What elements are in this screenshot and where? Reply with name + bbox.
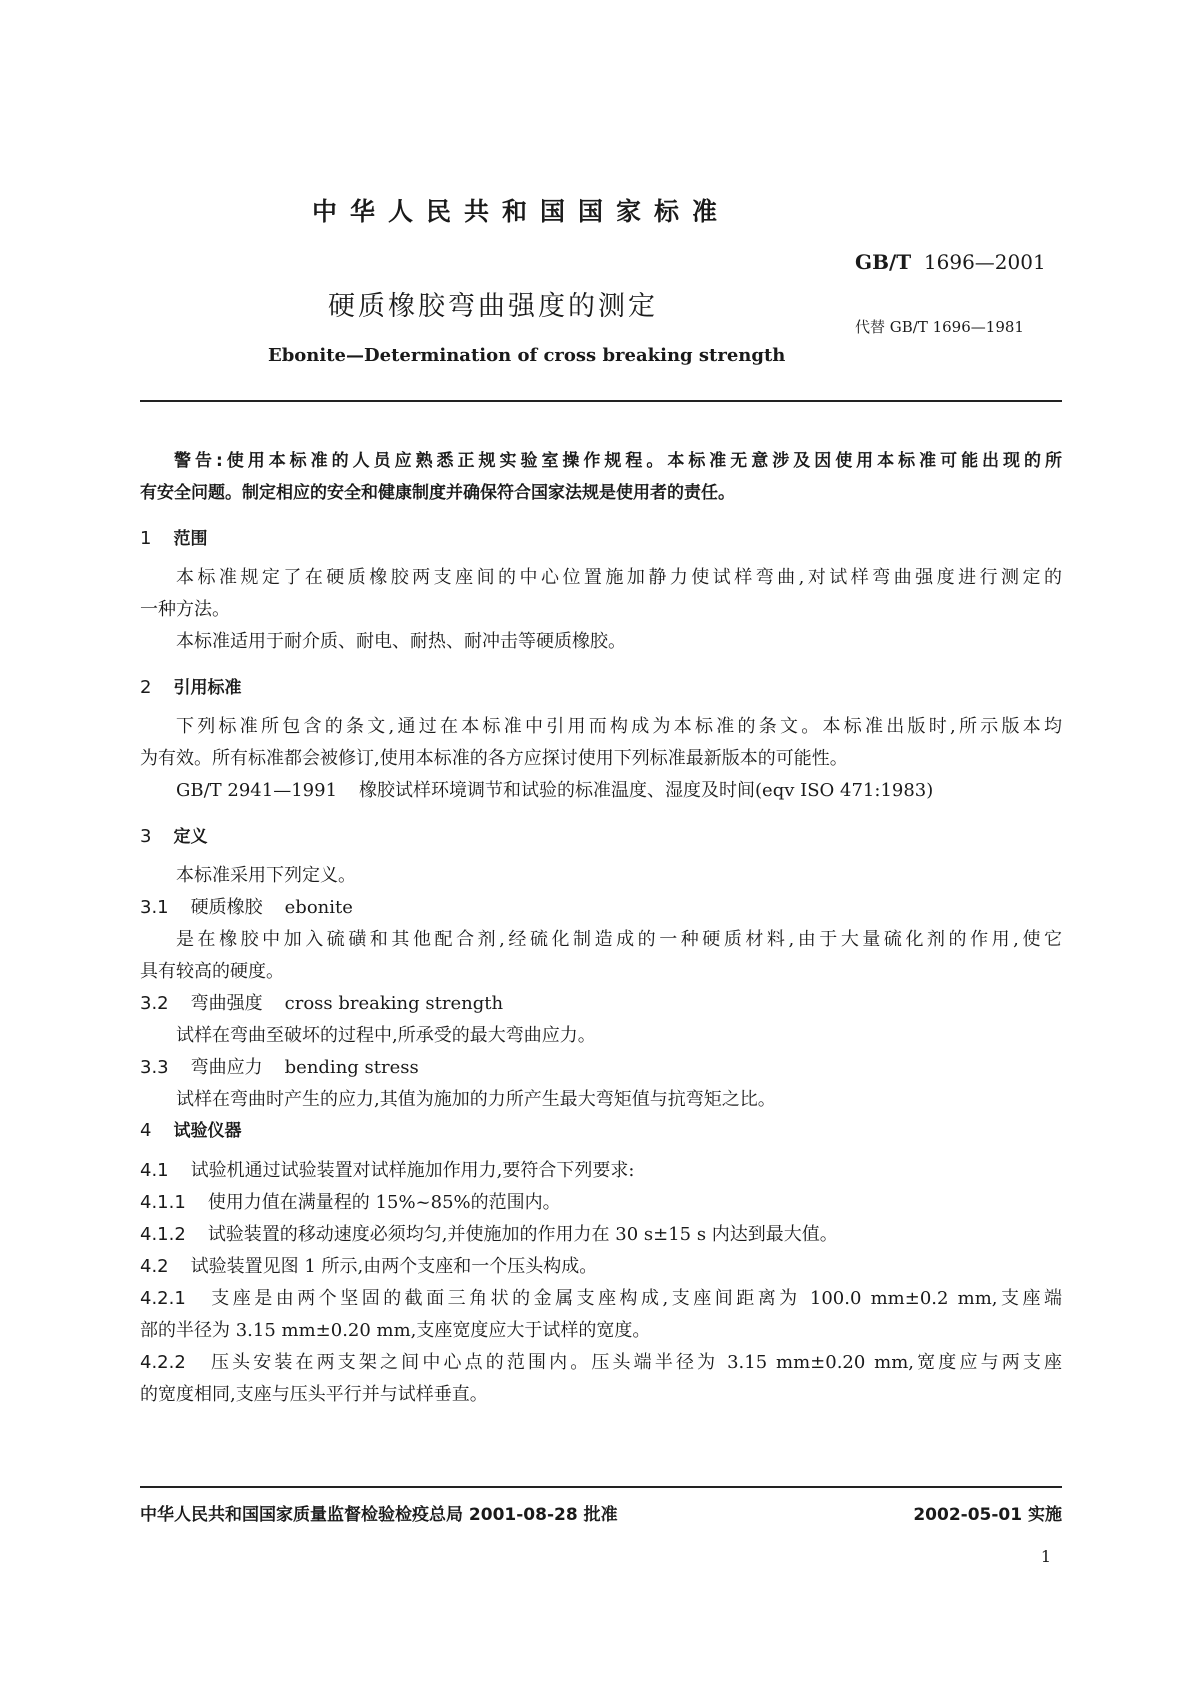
clause-text: 支座是由两个坚固的截面三角状的金属支座构成,支座间距离为 100.0 mm±0.2 mm,支座端 [207, 1288, 1062, 1309]
section-2-heading [140, 673, 241, 698]
clause-4-2-1 [140, 1283, 1062, 1315]
clause-4-1-1 [140, 1187, 1062, 1219]
term-en: ebonite [284, 897, 353, 918]
term-en: cross breaking strength [284, 993, 504, 1014]
definition-3-2 [140, 988, 1062, 1020]
header-divider [140, 400, 1062, 402]
paragraph: 试样在弯曲时产生的应力,其值为施加的力所产生最大弯矩值与抗弯矩之比。 [176, 1089, 776, 1110]
clause-4-2-2 [140, 1347, 1062, 1379]
clause-4-2 [140, 1251, 1062, 1283]
reference-title: 橡胶试样环境调节和试验的标准温度、湿度及时间(eqv ISO 471:1983) [359, 780, 934, 801]
footer-divider [140, 1486, 1062, 1488]
clause-number: 4.2.1 [140, 1288, 186, 1309]
paragraph-line: 下列标准所包含的条文,通过在本标准中引用而构成为本标准的条文。本标准出版时,所示版本均 [176, 716, 1062, 737]
clause-text: 使用力值在满量程的 15%~85%的范围内。 [207, 1192, 561, 1213]
page-title-en: Ebonite—Determination of cross breaking strength [268, 345, 786, 366]
clause-number: 4.1 [140, 1160, 169, 1181]
paragraph: 本标准适用于耐介质、耐电、耐热、耐冲击等硬质橡胶。 [176, 631, 626, 652]
replaces-note: 代替 GB/T 1696—1981 [855, 318, 1024, 336]
standard-prefix: GB/T [855, 250, 912, 274]
paragraph-line: 部的半径为 3.15 mm±0.20 mm,支座宽度应大于试样的宽度。 [140, 1320, 651, 1341]
clause-number: 3.1 [140, 897, 169, 918]
warning-block [140, 445, 1062, 509]
warning-line-2: 有安全问题。制定相应的安全和健康制度并确保符合国家法规是使用者的责任。 [140, 483, 735, 503]
paragraph-line: 为有效。所有标准都会被修订,使用本标准的各方应探讨使用下列标准最新版本的可能性。 [140, 748, 848, 769]
clause-4-1-2 [140, 1219, 1062, 1251]
standard-number [855, 250, 1046, 274]
page-title-zh: 硬质橡胶弯曲强度的测定 [328, 291, 658, 322]
definition-3-1 [140, 892, 1062, 924]
page-number: 1 [1040, 1547, 1051, 1566]
warning-line-1: 警告:使用本标准的人员应熟悉正规实验室操作规程。本标准无意涉及因使用本标准可能出现的所 [174, 451, 1062, 471]
standard-code: 1696—2001 [923, 250, 1046, 274]
term: 弯曲应力 [190, 1057, 263, 1078]
paragraph-line: 是在橡胶中加入硫磺和其他配合剂,经硫化制造成的一种硬质材料,由于大量硫化剂的作用,使它 [176, 929, 1062, 950]
section-title: 引用标准 [173, 678, 242, 698]
clause-number: 4.2 [140, 1256, 169, 1277]
section-3-body [140, 860, 1062, 1116]
national-standard-heading: 中华人民共和国国家标准 [312, 197, 731, 226]
clause-4-1 [140, 1155, 1062, 1187]
paragraph-line: 的宽度相同,支座与压头平行并与试样垂直。 [140, 1384, 488, 1405]
reference-code: GB/T 2941—1991 [176, 780, 338, 801]
effective-date: 2002-05-01 实施 [913, 1505, 1062, 1525]
term: 弯曲强度 [190, 993, 263, 1014]
paragraph-line: 具有较高的硬度。 [140, 961, 284, 982]
clause-number: 3.2 [140, 993, 169, 1014]
section-number: 1 [140, 528, 152, 549]
section-number: 2 [140, 677, 152, 698]
paragraph: 本标准采用下列定义。 [176, 865, 356, 886]
definition-3-3 [140, 1052, 1062, 1084]
clause-text: 压头安装在两支架之间中心点的范围内。压头端半径为 3.15 mm±0.20 mm,宽度应与两支座 [207, 1352, 1062, 1373]
section-title: 范围 [173, 529, 208, 549]
term: 硬质橡胶 [190, 897, 263, 918]
section-1-body [140, 562, 1062, 658]
section-number: 4 [140, 1120, 152, 1141]
clause-number: 4.2.2 [140, 1352, 186, 1373]
approval-note: 中华人民共和国国家质量监督检验检疫总局 2001-08-28 批准 [140, 1505, 618, 1525]
paragraph-line: 一种方法。 [140, 599, 230, 620]
section-3-heading [140, 822, 207, 847]
clause-text: 试验装置的移动速度必须均匀,并使施加的作用力在 30 s±15 s 内达到最大值。 [207, 1224, 838, 1245]
clause-text: 试验机通过试验装置对试样施加作用力,要符合下列要求: [190, 1160, 635, 1181]
section-title: 定义 [173, 827, 208, 847]
section-number: 3 [140, 826, 152, 847]
paragraph-line: 本标准规定了在硬质橡胶两支座间的中心位置施加静力使试样弯曲,对试样弯曲强度进行测定的 [176, 567, 1062, 588]
clause-number: 4.1.1 [140, 1192, 186, 1213]
clause-number: 4.1.2 [140, 1224, 186, 1245]
clause-text: 试验装置见图 1 所示,由两个支座和一个压头构成。 [190, 1256, 598, 1277]
section-1-heading [140, 524, 207, 549]
section-title: 试验仪器 [173, 1121, 242, 1141]
section-2-body [140, 711, 1062, 807]
normative-reference [140, 775, 1062, 807]
section-4-body [140, 1155, 1062, 1411]
section-4-heading [140, 1116, 241, 1141]
term-en: bending stress [284, 1057, 419, 1078]
paragraph: 试样在弯曲至破坏的过程中,所承受的最大弯曲应力。 [176, 1025, 596, 1046]
clause-number: 3.3 [140, 1057, 169, 1078]
